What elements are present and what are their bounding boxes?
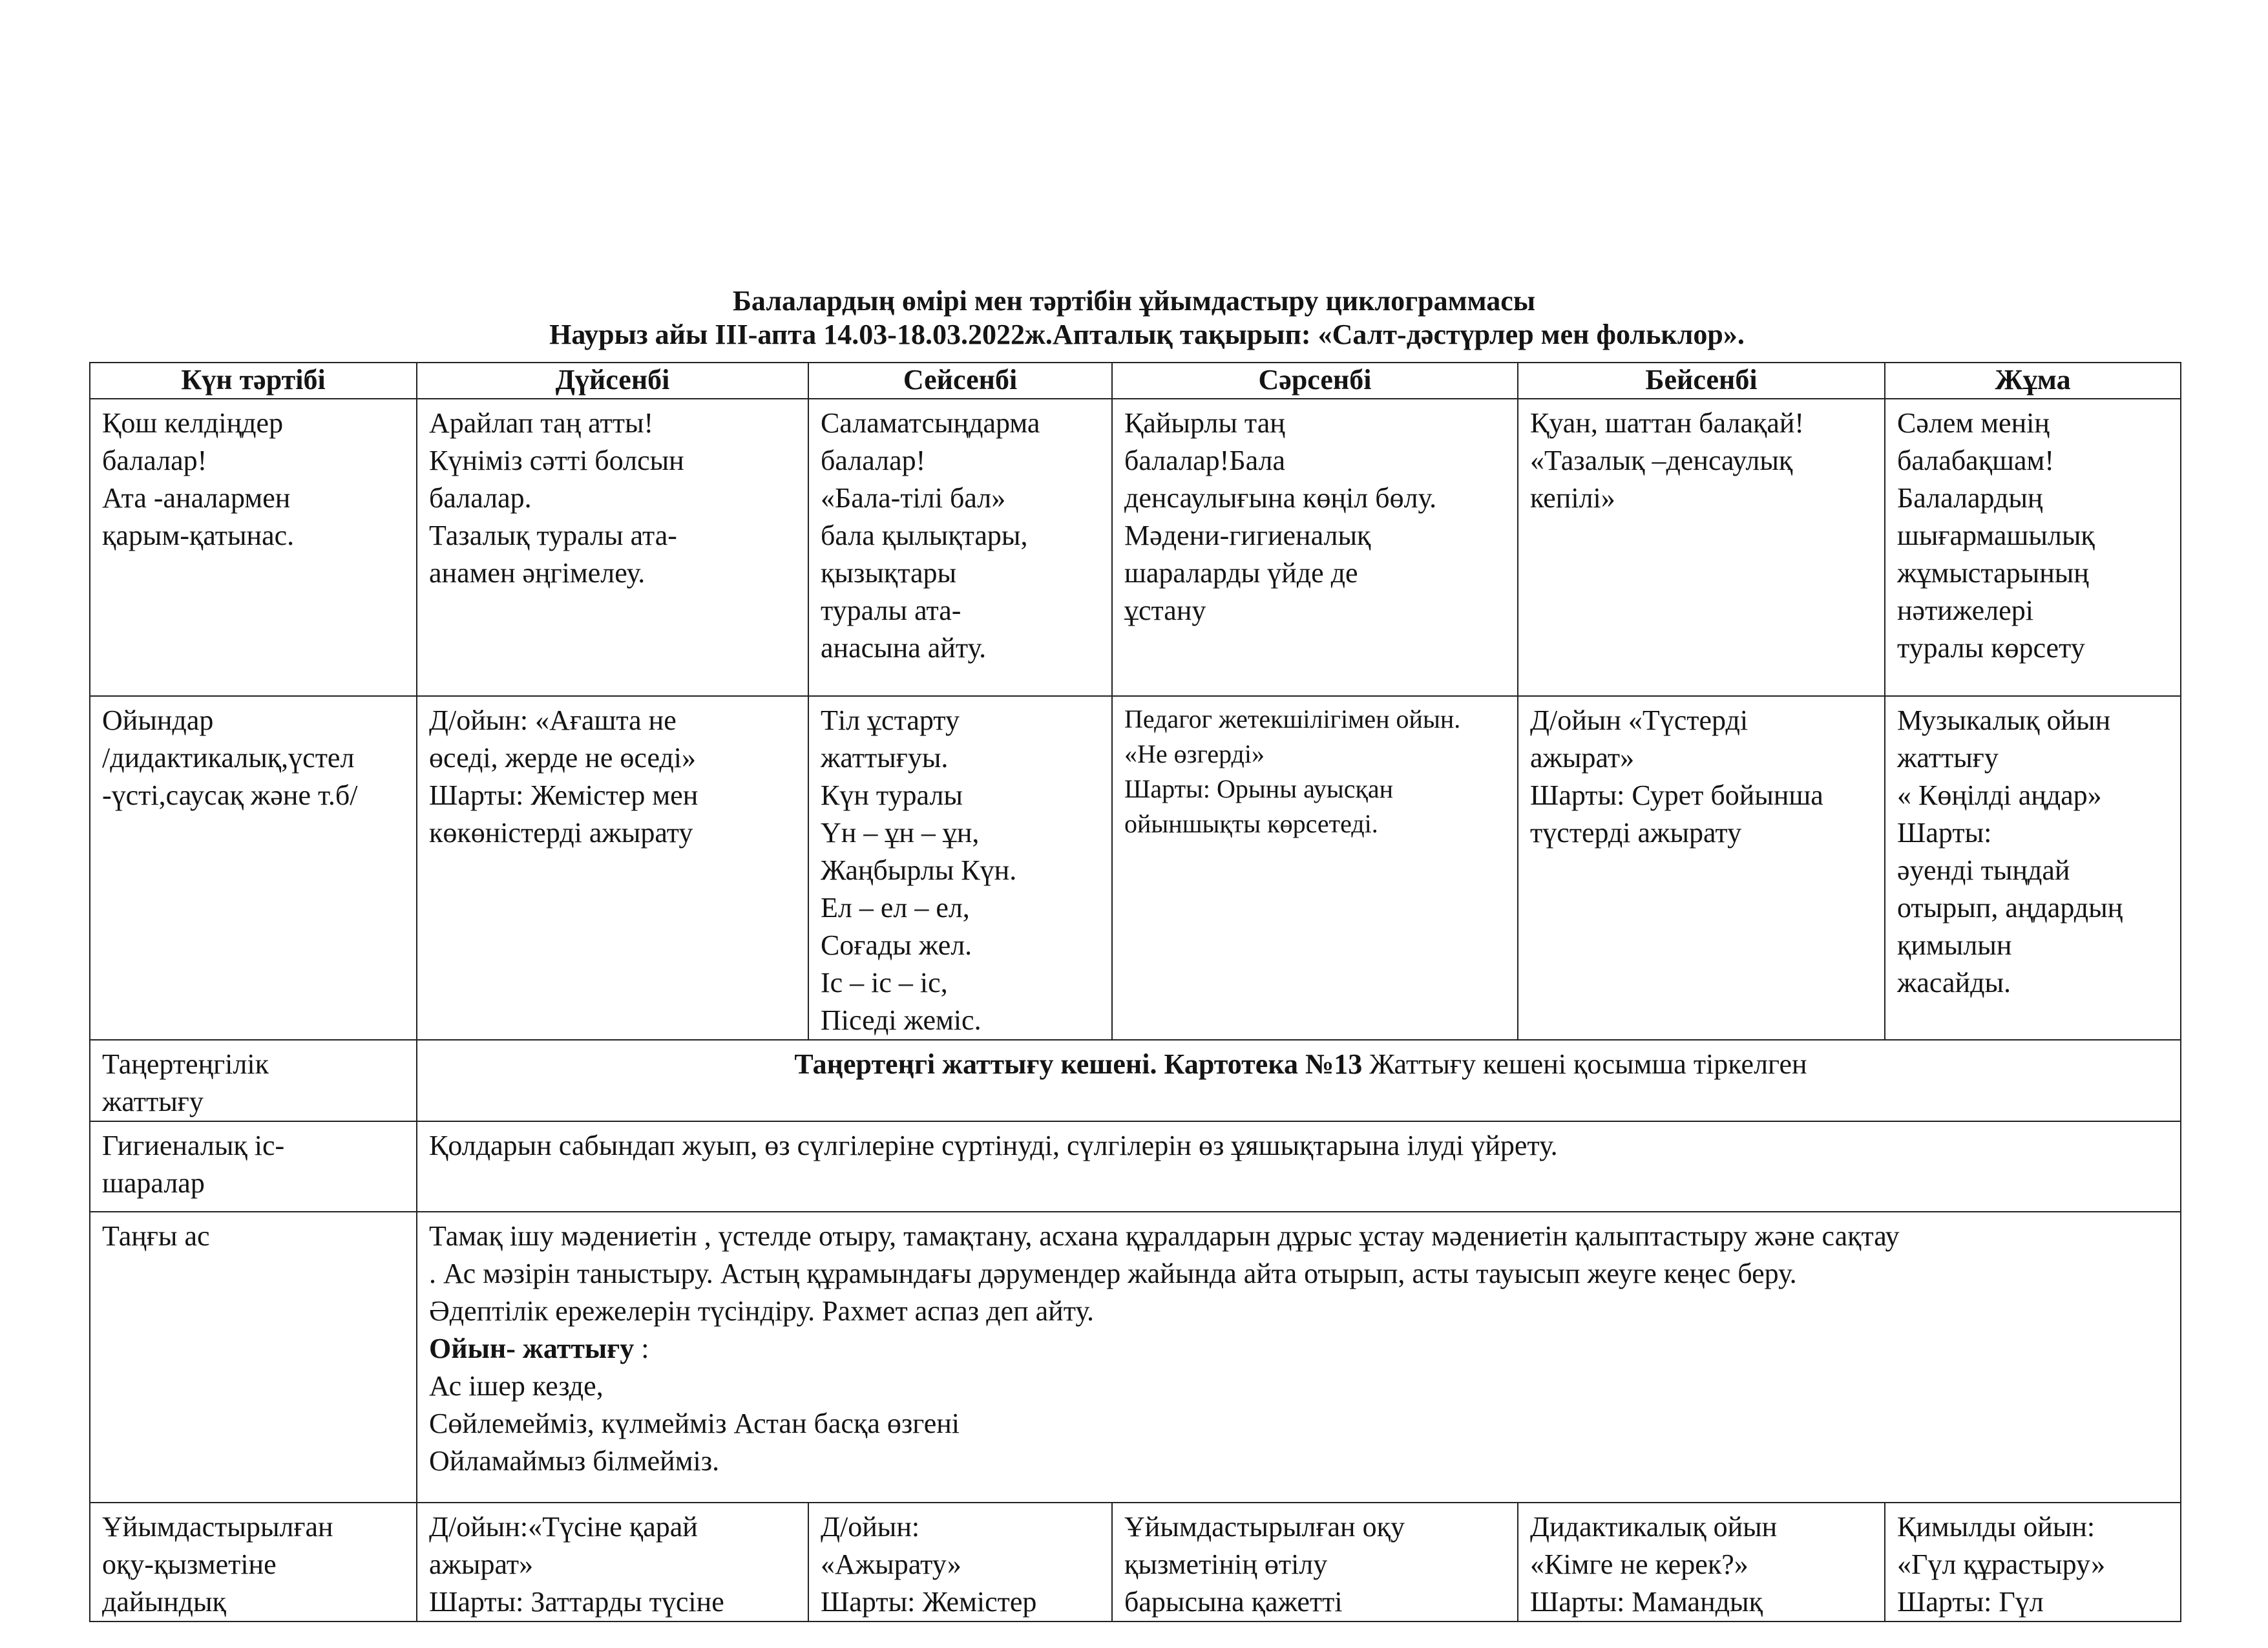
text-line: «Тазалық –денсаулық <box>1530 445 1793 476</box>
text-line: Шарты: Заттарды түсіне <box>429 1586 724 1618</box>
text-line: Қош келдіңдер <box>102 407 284 439</box>
text-line: Күніміз сәтті болсын <box>429 445 684 476</box>
hygiene-label <box>90 1121 417 1212</box>
exercise-rest-text: Жаттығу кешені қосымша тіркелген <box>1362 1048 1807 1080</box>
poem-line: Ойламаймыз білмейміз. <box>429 1445 720 1477</box>
text-line: қимылын <box>1897 929 2012 961</box>
hygiene-content <box>417 1121 2181 1212</box>
text-line: Қуан, шаттан балақай! <box>1530 407 1805 439</box>
prep-wednesday <box>1112 1503 1518 1622</box>
text-line: Саламатсыңдарма <box>821 407 1040 439</box>
text-line: «Бала-тілі бал» <box>821 482 1006 514</box>
text-line: Шарты: <box>1897 817 1992 849</box>
text-line: Арайлап таң атты! <box>429 407 654 439</box>
text-line: Шарты: Жемістер <box>821 1586 1037 1618</box>
row-breakfast <box>90 1212 2181 1503</box>
text-line: «Не өзгерді» <box>1124 739 1265 768</box>
greeting-monday <box>417 399 808 696</box>
prep-thursday <box>1518 1503 1885 1622</box>
text-line: Сәлем менің <box>1897 407 2050 439</box>
poem-line: Ас ішер кезде, <box>429 1370 604 1402</box>
text-line: Шарты: Гүл <box>1897 1586 2044 1618</box>
text-line: Музыкалық ойын <box>1897 704 2111 736</box>
breakfast-label <box>90 1212 417 1503</box>
breakfast-content <box>417 1212 2181 1503</box>
greeting-tuesday <box>808 399 1112 696</box>
text-line: Ел – ел – ел, <box>821 892 970 924</box>
text-line: нәтижелері <box>1897 595 2033 626</box>
row-games <box>90 696 2181 1040</box>
text-line: бала қылықтары, <box>821 520 1028 551</box>
text-line: -үсті,саусақ және т.б/ <box>102 779 358 811</box>
text-line: әуенді тыңдай <box>1897 854 2070 886</box>
games-tuesday <box>808 696 1112 1040</box>
text-line: Қимылды ойын: <box>1897 1511 2095 1543</box>
row-hygiene <box>90 1121 2181 1212</box>
text-line: «Ажырату» <box>821 1548 961 1580</box>
text-line: . Ас мәзірін таныстыру. Астың құрамындағы дәрумендер жайында айта отырып, асты тауысып жеуге кеңес беру. <box>429 1258 1797 1289</box>
greeting-label <box>90 399 417 696</box>
text-line: Шарты: Мамандық <box>1530 1586 1763 1618</box>
text-line: Д/ойын: «Ағашта не <box>429 704 677 736</box>
text-line: Д/ойын:«Түсіне қарай <box>429 1511 698 1543</box>
text-line: Іс – іс – іс, <box>821 967 948 998</box>
text-line: Ата -аналармен <box>102 482 291 514</box>
cyclogram-table <box>89 362 2181 1622</box>
poem-line: Сөйлемейміз, күлмейміз Астан басқа өзгені <box>429 1408 960 1439</box>
prep-monday <box>417 1503 808 1622</box>
text-line: Әдептілік ережелерін түсіндіру. Рахмет аспаз деп айту. <box>429 1295 1094 1327</box>
text-line: Таңертеңгілік <box>102 1048 269 1080</box>
header-row <box>90 363 2181 399</box>
text-line: қарым-қатынас. <box>102 520 295 551</box>
text-line: ажырат» <box>429 1548 534 1580</box>
title-line-2: Наурыз айы III-апта 14.03-18.03.2022ж.Апталық тақырып: «Салт-дәстүрлер мен фольклор». <box>549 319 1745 350</box>
games-friday <box>1885 696 2181 1040</box>
games-thursday <box>1518 696 1885 1040</box>
row-organized-activity-prep <box>90 1503 2181 1622</box>
text-line: кепілі» <box>1530 482 1615 514</box>
prep-tuesday <box>808 1503 1112 1622</box>
text-line: отырып, аңдардың <box>1897 892 2123 924</box>
text-line: Таңғы ас <box>102 1220 210 1252</box>
text-line: Үн – ұн – ұн, <box>821 817 980 849</box>
row-morning-exercise <box>90 1040 2181 1121</box>
header-day-schedule: Күн тәртібі <box>90 363 417 399</box>
text-line: балалар! <box>102 445 207 476</box>
header-friday: Жұма <box>1885 363 2181 399</box>
text-line: қызметінің өтілу <box>1124 1548 1328 1580</box>
text-line: Шарты: Жемістер мен <box>429 779 698 811</box>
text-line: Піседі жеміс. <box>821 1004 982 1036</box>
text-line: жұмыстарының <box>1897 557 2089 589</box>
text-line: оқу-қызметіне <box>102 1548 277 1580</box>
title-line-1: Балалардың өмірі мен тәртібін ұйымдастыру циклограммасы <box>732 285 1536 317</box>
text-line: ойыншықты көрсетеді. <box>1124 809 1378 838</box>
games-monday <box>417 696 808 1040</box>
games-label <box>90 696 417 1040</box>
text-line: «Кімге не керек?» <box>1530 1548 1748 1580</box>
header-wednesday: Сәрсенбі <box>1112 363 1518 399</box>
text-line: Ойындар <box>102 704 214 736</box>
text-line: балалар. <box>429 482 532 514</box>
text-fragment: : <box>634 1333 649 1364</box>
text-line: балабақшам! <box>1897 445 2054 476</box>
text-line: барысына қажетті <box>1124 1586 1343 1618</box>
text-line: Тіл ұстарту <box>821 704 960 736</box>
text-line: туралы көрсету <box>1897 632 2085 664</box>
game-title-line <box>429 1330 2172 1368</box>
text-line: қызықтары <box>821 557 957 589</box>
text-line: Тазалық туралы ата- <box>429 520 677 551</box>
greeting-thursday <box>1518 399 1885 696</box>
text-line: Мәдени-гигиеналық <box>1124 520 1371 551</box>
text-line: ажырат» <box>1530 742 1635 774</box>
text-line: Педагог жетекшілігімен ойын. <box>1124 704 1461 734</box>
text-line: шығармашылық <box>1897 520 2095 551</box>
document-title <box>0 284 2268 352</box>
prep-friday <box>1885 1503 2181 1622</box>
header-thursday: Бейсенбі <box>1518 363 1885 399</box>
text-line: /дидактикалық,үстел <box>102 742 355 774</box>
text-line: анамен әңгімелеу. <box>429 557 646 589</box>
text-line: анасына айту. <box>821 632 987 664</box>
text-line: түстерді ажырату <box>1530 817 1742 849</box>
text-line: денсаулығына көңіл бөлу. <box>1124 482 1437 514</box>
header-tuesday: Сейсенбі <box>808 363 1112 399</box>
greeting-friday <box>1885 399 2181 696</box>
text-line: Шарты: Сурет бойынша <box>1530 779 1823 811</box>
text-line: Ұйымдастырылған оқу <box>1124 1511 1405 1543</box>
text-line: Шарты: Орыны ауысқан <box>1124 774 1394 803</box>
exercise-content <box>417 1040 2181 1121</box>
row-greeting <box>90 399 2181 696</box>
text-line: «Гүл құрастыру» <box>1897 1548 2106 1580</box>
text-line: балалар! <box>821 445 926 476</box>
prep-label <box>90 1503 417 1622</box>
greeting-wednesday <box>1112 399 1518 696</box>
text-line: ұстану <box>1124 595 1206 626</box>
text-line: туралы ата- <box>821 595 961 626</box>
exercise-bold-text: Таңертеңгі жаттығу кешені. Картотека №13 <box>794 1048 1363 1080</box>
text-line: Гигиеналық іс- <box>102 1130 285 1161</box>
text-line: жаттығуы. <box>821 742 949 774</box>
text-line: Д/ойын «Түстерді <box>1530 704 1748 736</box>
text-line: жаттығу <box>1897 742 1999 774</box>
text-line: Д/ойын: <box>821 1511 920 1543</box>
text-line: шаралар <box>102 1167 205 1199</box>
exercise-label <box>90 1040 417 1121</box>
text-line: дайындық <box>102 1586 226 1618</box>
text-line: өседі, жерде не өседі» <box>429 742 697 774</box>
text-line: шараларды үйде де <box>1124 557 1358 589</box>
text-line: балалар!Бала <box>1124 445 1285 476</box>
text-line: көкөністерді ажырату <box>429 817 693 849</box>
text-line: Қолдарын сабындап жуып, өз сүлгілеріне сүртінуді, сүлгілерін өз ұяшықтарына ілуді үйрету. <box>429 1130 1558 1161</box>
header-monday: Дүйсенбі <box>417 363 808 399</box>
text-line: Күн туралы <box>821 779 963 811</box>
text-line: Қайырлы таң <box>1124 407 1285 439</box>
games-wednesday <box>1112 696 1518 1040</box>
text-line: Ұйымдастырылған <box>102 1511 333 1543</box>
text-line: Тамақ ішу мәдениетін , үстелде отыру, тамақтану, асхана құралдарын дұрыс ұстау мәдениетін қалыптастыру және сақтау <box>429 1220 1900 1252</box>
text-line: Балалардың <box>1897 482 2043 514</box>
text-line: Дидактикалық ойын <box>1530 1511 1778 1543</box>
text-line: жаттығу <box>102 1086 204 1117</box>
text-line: Соғады жел. <box>821 929 972 961</box>
text-line: жасайды. <box>1897 967 2011 998</box>
text-line: « Көңілді аңдар» <box>1897 779 2102 811</box>
text-line: Жаңбырлы Күн. <box>821 854 1017 886</box>
game-title: Ойын- жаттығу <box>429 1333 635 1364</box>
